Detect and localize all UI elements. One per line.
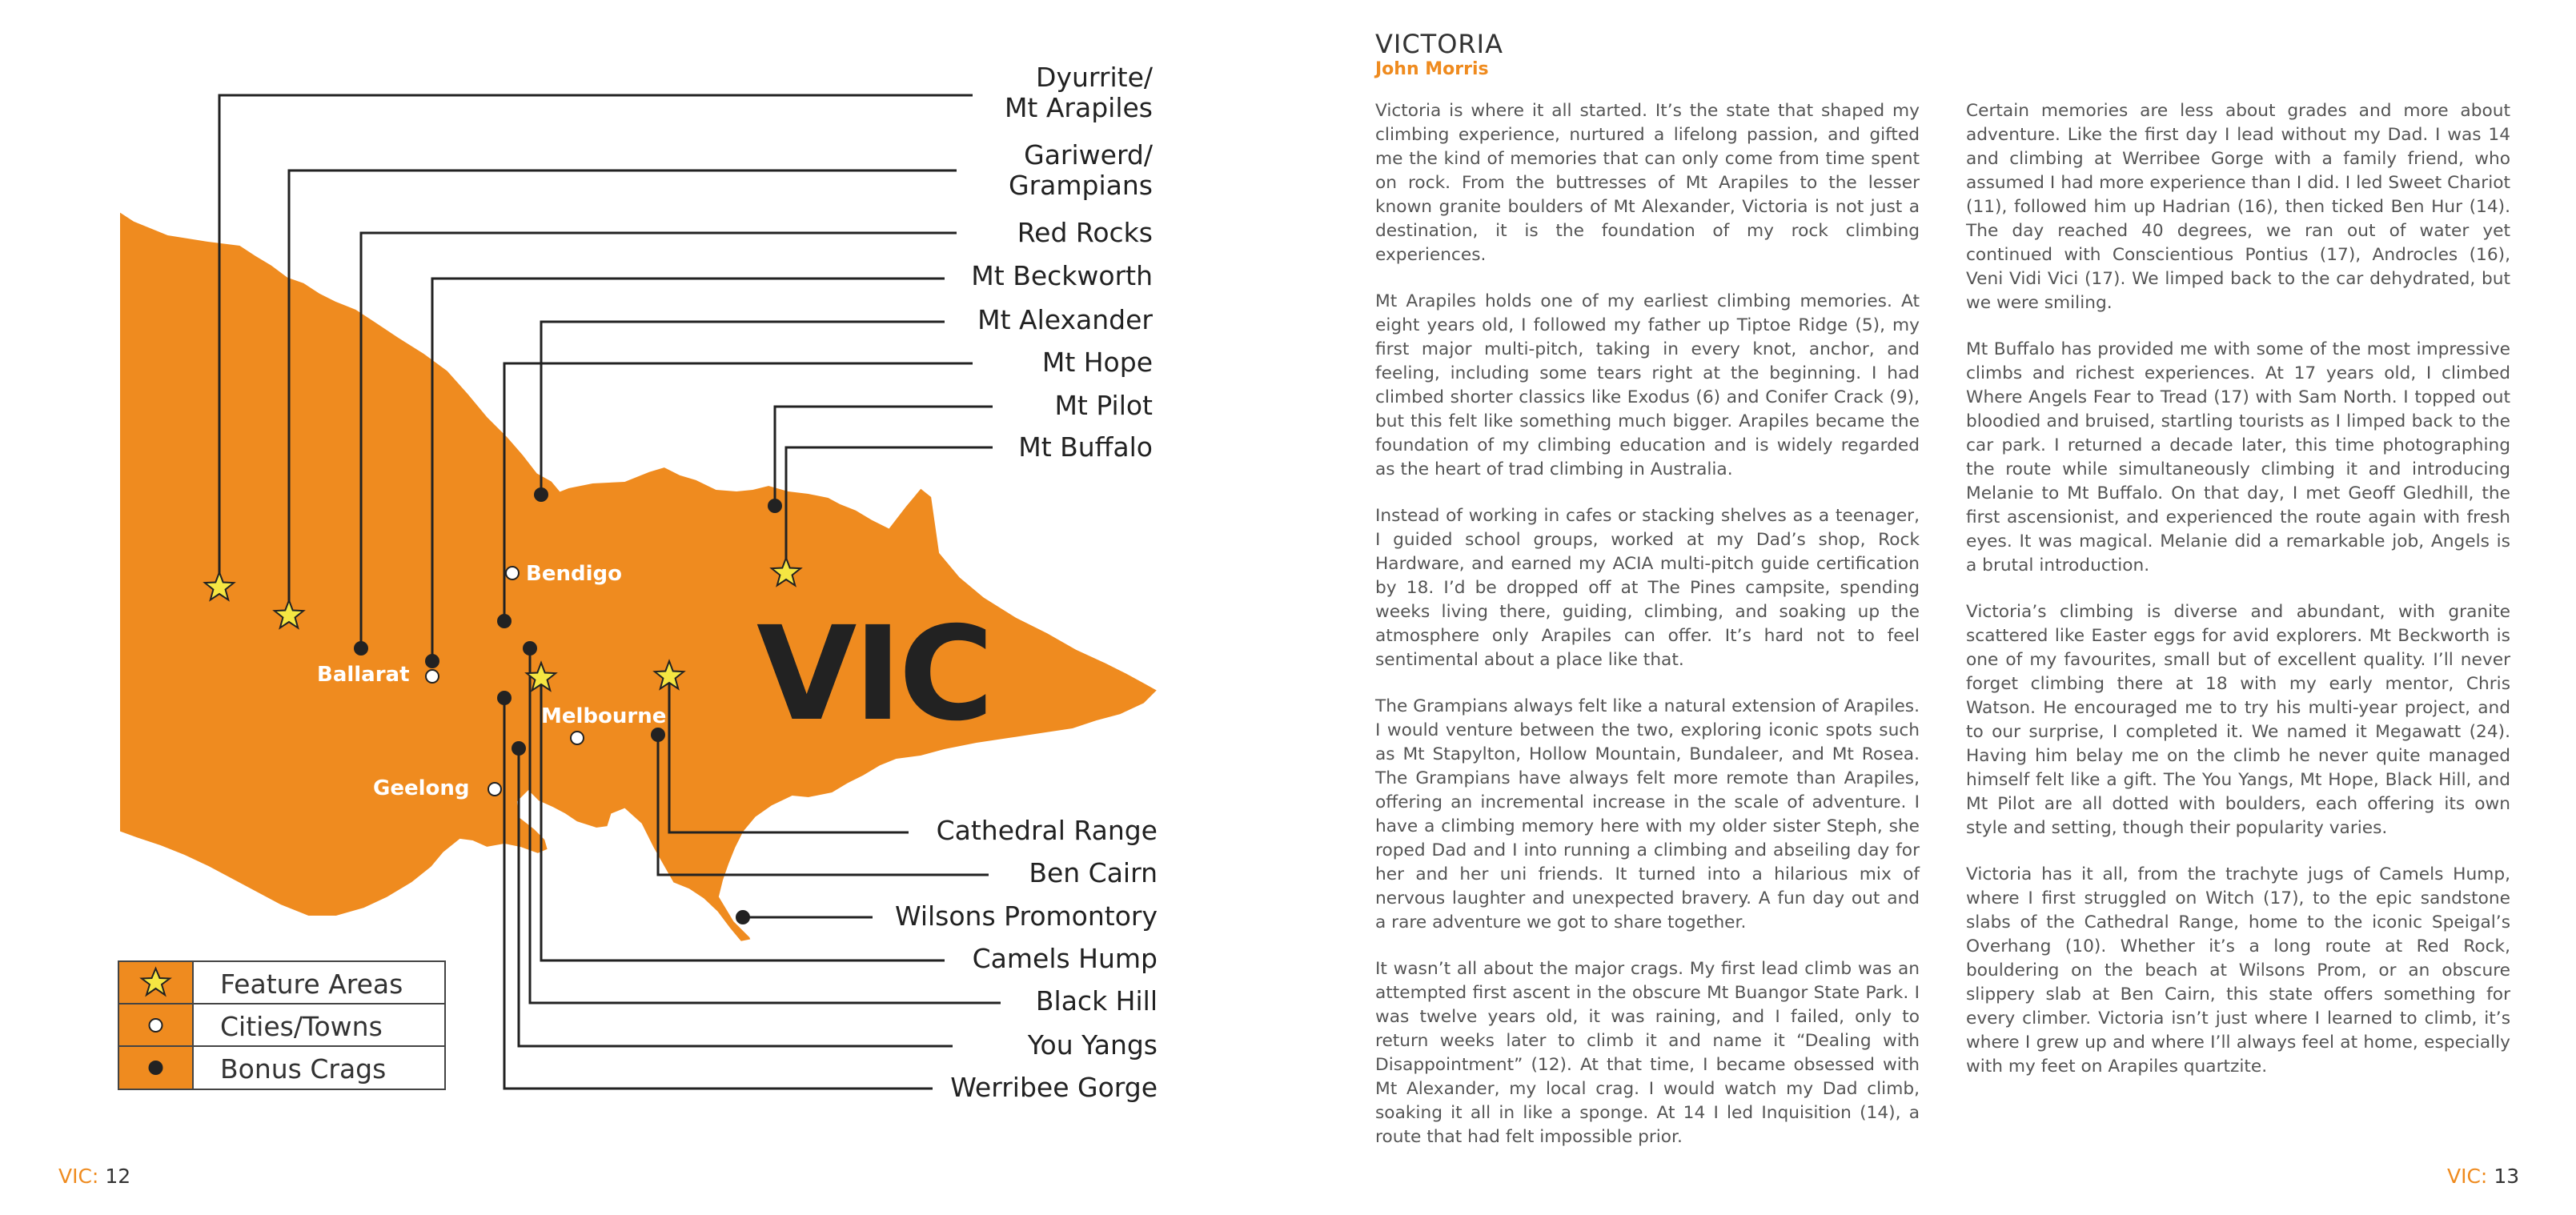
legend-row-cities [119,1004,444,1047]
region-label: VIC [756,599,991,750]
city-label-bendigo: Bendigo [526,562,622,586]
callout-cathedral-range: Cathedral Range [936,815,1158,846]
article-paragraph: It wasn’t all about the major crags. My first lead climb was an attempted first ascent in the obscure Mt Buangor State Park. I was twelve years old, it was raining, and I failed, only to return weeks later to climb it and name it “Dealing with Disappointment” (12). At that time, I became obsessed with Mt Alexander, my local crag. I would watch my Dad climb, soaking it all in like a sponge. At 14 I led Inquisition (14), a route that had felt impossible prior. [1375,959,1920,1147]
callout-mt-alexander: Mt Alexander [977,304,1153,335]
callout-mt-hope: Mt Hope [1041,347,1153,378]
callout-you-yangs: You Yangs [1027,1029,1158,1061]
city-marker [488,783,501,796]
article-column-right [1966,99,2510,1101]
crag-dot [497,614,512,628]
article-paragraph: Victoria’s climbing is diverse and abundant, with granite scattered like Easter eggs for avid explorers. Mt Beckworth is one of my favourites, small but of excellent quality. I’ll never forget climbing there at 18 with my early mentor, Chris Watson. He encouraged me to try his multi-year project, and to our surprise, I completed it. We named it Megawatt (24). Having him belay me on the climb he never quite managed himself felt like a gift. The You Yangs, Mt Hope, Black Hill, and Mt Pilot are all dotted with boulders, each offering its own style and setting, though their popularity varies. [1966,602,2510,838]
legend [118,960,446,1090]
callout-mt-pilot: Mt Pilot [1054,390,1153,421]
city-marker [571,732,584,744]
callout-red-rocks: Red Rocks [1017,217,1153,248]
legend-row-feature-areas [119,962,444,1004]
page-number-right: VIC: 13 [2447,1165,2520,1188]
crag-dot [425,654,439,668]
city-label-geelong: Geelong [373,776,470,800]
article-author: John Morris [1375,59,1489,79]
city-marker [426,670,439,683]
crag-dot [534,487,548,502]
crag-dot [768,499,782,513]
legend-row-bonus-crags [119,1047,444,1089]
article-title: VICTORIA [1375,29,1503,59]
callout-black-hill: Black Hill [1035,985,1158,1017]
crag-dot [512,741,526,756]
callout-ben-cairn: Ben Cairn [1029,857,1158,888]
callout-gariwerd-grampians: Gariwerd/ Grampians [1009,139,1153,201]
callout-mt-beckworth: Mt Beckworth [971,260,1153,291]
article-paragraph: Certain memories are less about grades and more about adventure. Like the first day I lead without my Dad. I was 14 and climbing at Werribee Gorge with a family friend, who assumed I had more experience than I did. I led Sweet Chariot (11), followed him up Hadrian (16), then ticked Ben Hur (14). The day reached 40 degrees, we ran out of water yet continued with Conscientious Pontius (17), Androcles (16), Veni Vidi Vici (17). We limped back to the car dehydrated, but we were smiling. [1966,101,2510,313]
callout-dyurrite-mt-arapiles: Dyurrite/ Mt Arapiles [1004,62,1153,123]
crag-dot [354,641,368,656]
city-label-melbourne: Melbourne [541,704,667,728]
page-number-left: VIC: 12 [58,1165,131,1188]
star-icon [119,962,192,1003]
crag-dot [651,728,665,742]
article-paragraph: Mt Arapiles holds one of my earliest climbing memories. At eight years old, I followed my father up Tiptoe Ridge (5), my first major multi-pitch, taking in every knot, anchor, and feeling, including some tears right at the beginning. I had climbed shorter classics like Exodus (6) and Conifer Crack (9), but this felt like something much bigger. Arapiles became the foundation of my climbing education and is widely regarded as the heart of trad climbing in Australia. [1375,291,1920,479]
callout-camels-hump: Camels Hump [972,943,1158,974]
legend-label: Feature Areas [220,968,403,1000]
callout-mt-buffalo: Mt Buffalo [1018,431,1153,463]
article-paragraph: Instead of working in cafes or stacking shelves as a teenager, I guided school groups, worked at my Dad’s shop, Rock Hardware, and earned my ACIA multi-pitch guide certification by 18. I’d be dropped off at The Pines campsite, spending weeks living there, guiding, climbing, and soaking up the atmosphere only Arapiles can offer. It’s hard not to feel sentimental about a place like that. [1375,506,1920,670]
filled-dot-icon [119,1047,192,1087]
callout-werribee-gorge: Werribee Gorge [950,1072,1158,1103]
article-paragraph: Victoria is where it all started. It’s the state that shaped my climbing experience, nurtured a lifelong passion, and gifted me the kind of memories that can only come from time spent on rock. From the buttresses of Mt Arapiles to the lesser known granite boulders of Mt Alexander, Victoria is not just a destination, it is the foundation of my rock climbing experiences. [1375,101,1920,265]
legend-label: Cities/Towns [220,1011,383,1042]
article-column-left [1375,99,1920,1172]
article-paragraph: Mt Buffalo has provided me with some of the most impressive climbs and richest experiences. At 17 years old, I climbed Where Angels Fear to Tread (17) with Sam North. I topped out bloodied and bruised, startling tourists as I limped back to the car park. I returned a decade later, this time photographing the route while simultaneously climbing it and introducing Melanie to Mt Buffalo. On that day, I met Geoff Gledhill, the first ascensionist, and experienced the route again with fresh eyes. It was magical. Melanie did a remarkable job, Angels is a brutal introduction. [1966,339,2510,575]
article-paragraph: Victoria has it all, from the trachyte jugs of Camels Hump, where I first struggled on Witch (17), to the epic sandstone slabs of the Cathedral Range, home to the iconic Speigal’s Overhang (10). Whether it’s a long route at Red Rock, bouldering on the beach at Wilsons Prom, or an obscure slippery slab at Ben Cairn, this state offers something for every climber. Victoria isn’t just where I learned to climb, it’s where I grew up and where I’ll always feel at home, especially with my feet on Arapiles quartzite. [1966,864,2510,1077]
open-circle-icon [119,1004,192,1045]
callout-wilsons-promontory: Wilsons Promontory [894,900,1158,932]
city-marker [506,567,519,579]
crag-dot [523,641,537,656]
city-label-ballarat: Ballarat [317,663,410,687]
article-paragraph: The Grampians always felt like a natural extension of Arapiles. I would venture between the two, exploring iconic spots such as Mt Stapylton, Hollow Mountain, Bundaleer, and Mt Rosea. The Grampians have always felt more remote than Arapiles, offering an incremental increase in the scale of adventure. I have a climbing memory here with my older sister Steph, she roped Dad and I into running a climbing and abseiling day for her and her uni friends. It turned into a hilarious mix of nervous laughter and unexpected bravery. A fun day out and a rare adventure we got to share together. [1375,696,1920,932]
crag-dot [497,691,512,705]
legend-label: Bonus Crags [220,1053,387,1085]
